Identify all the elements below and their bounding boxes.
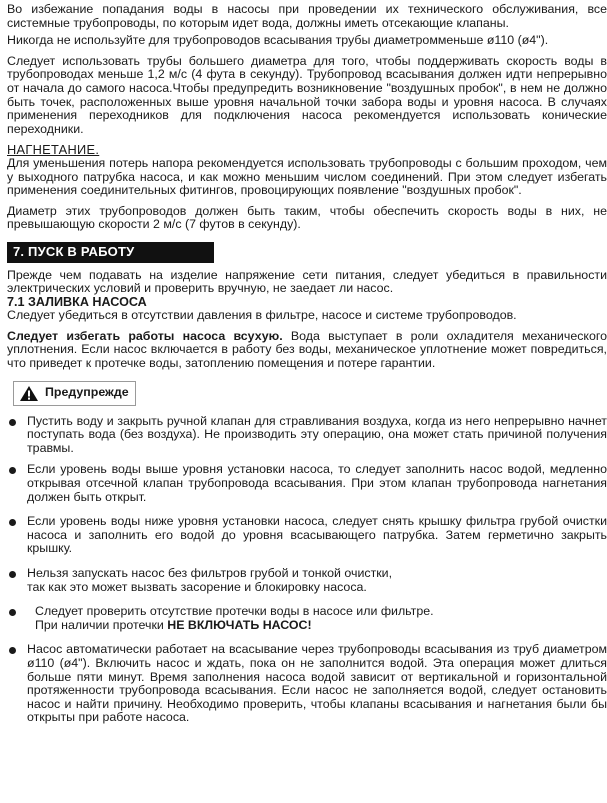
section-7-1-paragraph-1: Следует убедиться в отсутствии давления в фильтре, насосе и системе трубопроводов. (7, 308, 517, 323)
bullet-icon (9, 467, 16, 474)
warning-triangle-icon (19, 385, 39, 402)
discharge-paragraph-2: Диаметр этих трубопроводов должен быть таким, чтобы обеспечить скорость воды в них, не превышающую скорости 2 м/с (7 футов в секунду). (7, 203, 607, 232)
list-item: Нельзя запускать насос без фильтров грубой и тонкой очистки, так как это может вызвать засорение и блокировку насоса. (7, 567, 607, 594)
document-page (7, 3, 607, 725)
discharge-heading: НАГНЕТАНИЕ. (7, 142, 100, 158)
list-item: Насос автоматически работает на всасывание через трубопроводы всасывания из труб диаметром ø110 (ø4"). Включить насос и ждать, пока он не заполнится водой. Эта операция может длиться больше пяти минут. Время заполнения насоса водой зависит от вертикальной и горизонтальной протяженности трубопровода всасывания. Если насос не заполняется водой, следует остановить насос и найти причину. Необходимо проверить, чтобы клапаны всасывания и нагнетания были бы открыты при работе насоса. (7, 643, 607, 725)
list-item: Если уровень воды выше уровня установки насоса, то следует заполнить насос водой, медленно открывая отсечной клапан трубопровода всасывания. При этом клапан трубопровода нагнетания должен быть открыт. (7, 463, 607, 504)
section-7-1-title: 7.1 ЗАЛИВКА НАСОСА (7, 294, 147, 309)
list-item: Пустить воду и закрыть ручной клапан для стравливания воздуха, когда из него непрерывно начнет поступать вода (без воздуха). Не производить эту операцию, она может стать причиной получения травмы. (7, 415, 607, 456)
warning-label: Предупрежде (45, 385, 129, 400)
discharge-paragraph-1: Для уменьшения потерь напора рекомендуется использовать трубопроводы с большим проходом, чем у выходного патрубка насоса, и как можно меньшим числом соединений. При этом следует избегать применения соединительных фитингов, провоцирующих появление "воздушных пробок". (7, 155, 607, 198)
priming-steps-list (7, 415, 607, 725)
section-7-1-paragraph-2 (7, 330, 607, 371)
no-start-warning: НЕ ВКЛЮЧАТЬ НАСОС! (167, 617, 312, 632)
dry-run-explanation: Вода выступает в роли охладителя механического уплотнения. Если насос включается в работу без воды, механическое уплотнение может повредиться, что приведет к протечке воды, затоплению помещения и потере гарантии. (7, 328, 607, 371)
dry-run-warning: Следует избегать работы насоса всухую. (7, 328, 283, 343)
section-7-title: 7. ПУСК В РАБОТУ (7, 242, 214, 263)
intro-paragraph-1: Во избежание попадания воды в насосы при проведении их технического обслуживания, все системные трубопроводы, по которым идет вода, должны иметь отсекающие клапаны. (7, 2, 607, 30)
warning-label-box (13, 381, 136, 406)
bullet-icon (9, 519, 16, 526)
intro-paragraph-2: Никогда не используйте для трубопроводов всасывания трубы диаметромменьше ø110 (ø4"). (7, 33, 549, 48)
bullet-icon (9, 647, 16, 654)
bullet-icon (9, 419, 16, 426)
bullet-icon (9, 571, 16, 578)
section-7-intro: Прежде чем подавать на изделие напряжение сети питания, следует убедиться в правильности электрических условий и проверить вручную, не заедает ли насос. (7, 267, 607, 296)
intro-paragraph-3: Следует использовать трубы большего диаметра для того, чтобы поддерживать скорость воды в трубопроводах меньше 1,2 м/с (4 фута в секунду). Трубопровод всасывания должен идти непрерывно от начала до самого насоса.Чтобы предупредить возникновение "воздушных пробок", в нем не должно быть точек, расположенных выше уровня начальной точки забора воды и уровня насоса. В случаях применения переходников для подключения насоса рекомендуется использовать конические переходники. (7, 53, 607, 136)
list-item: Следует проверить отсутствие протечки воды в насосе или фильтре. При наличии протечки НЕ ВКЛЮЧАТЬ НАСОС! (7, 605, 607, 632)
bullet-icon (9, 609, 16, 616)
list-item: Если уровень воды ниже уровня установки насоса, следует снять крышку фильтра грубой очистки насоса и заполнить его водой до уровня всасывающего патрубка. Затем герметично закрыть крышку. (7, 515, 607, 556)
